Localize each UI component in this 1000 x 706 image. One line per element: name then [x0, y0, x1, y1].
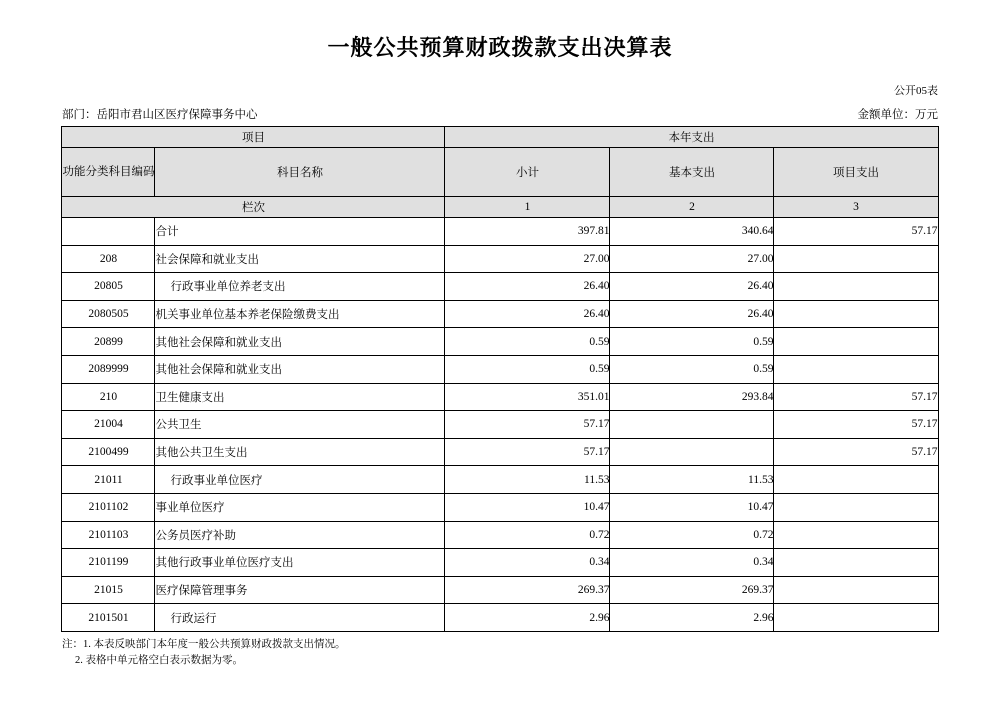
cell-func-code: 21011 — [62, 466, 155, 494]
cell-func-code: 2101199 — [62, 549, 155, 577]
cell-basic: 340.64 — [610, 218, 774, 246]
cell-project: 57.17 — [774, 411, 938, 439]
cell-basic — [610, 438, 774, 466]
cell-func-code: 2100499 — [62, 438, 155, 466]
cell-project: 57.17 — [774, 218, 938, 246]
cell-subject-name: 社会保障和就业支出 — [155, 245, 445, 273]
cell-subtotal: 26.40 — [445, 273, 610, 301]
table-row — [62, 576, 938, 604]
cell-func-code: 2101102 — [62, 493, 155, 521]
cell-subtotal: 0.59 — [445, 328, 610, 356]
cell-project — [774, 245, 938, 273]
table-row — [62, 273, 938, 301]
cell-basic: 293.84 — [610, 383, 774, 411]
cell-subject-name: 医疗保障管理事务 — [155, 576, 445, 604]
cell-basic: 10.47 — [610, 493, 774, 521]
cell-basic: 269.37 — [610, 576, 774, 604]
header-project: 项目支出 — [774, 148, 938, 197]
cell-subject-name: 公共卫生 — [155, 411, 445, 439]
cell-subject-name: 其他社会保障和就业支出 — [155, 355, 445, 383]
cell-subtotal: 397.81 — [445, 218, 610, 246]
cell-subtotal: 27.00 — [445, 245, 610, 273]
cell-project: 57.17 — [774, 383, 938, 411]
cell-subject-name: 机关事业单位基本养老保险缴费支出 — [155, 300, 445, 328]
cell-func-code: 21004 — [62, 411, 155, 439]
table-column-number-row — [62, 197, 938, 218]
row-number-1: 1 — [445, 197, 610, 218]
cell-basic — [610, 411, 774, 439]
cell-subject-name: 公务员医疗补助 — [155, 521, 445, 549]
cell-basic: 0.59 — [610, 328, 774, 356]
table-header-row — [62, 148, 938, 197]
cell-project — [774, 493, 938, 521]
cell-subtotal: 57.17 — [445, 438, 610, 466]
note-line-1: 注：1. 本表反映部门本年度一般公共预算财政拨款支出情况。 — [62, 638, 346, 650]
table-row — [62, 521, 938, 549]
cell-subtotal: 0.34 — [445, 549, 610, 577]
cell-basic: 2.96 — [610, 604, 774, 632]
cell-subject-name: 其他行政事业单位医疗支出 — [155, 549, 445, 577]
cell-basic: 26.40 — [610, 273, 774, 301]
header-subtotal: 小计 — [445, 148, 610, 197]
cell-basic: 26.40 — [610, 300, 774, 328]
cell-func-code: 20899 — [62, 328, 155, 356]
cell-basic: 0.59 — [610, 355, 774, 383]
table-row — [62, 245, 938, 273]
cell-subtotal: 10.47 — [445, 493, 610, 521]
cell-project — [774, 355, 938, 383]
cell-project — [774, 300, 938, 328]
cell-subtotal: 269.37 — [445, 576, 610, 604]
table-header-group-row — [62, 127, 938, 148]
cell-basic: 0.72 — [610, 521, 774, 549]
cell-project — [774, 576, 938, 604]
cell-project — [774, 604, 938, 632]
unit-label: 金额单位：万元 — [857, 109, 938, 121]
cell-func-code: 2101103 — [62, 521, 155, 549]
table-row — [62, 493, 938, 521]
cell-subtotal: 11.53 — [445, 466, 610, 494]
cell-subject-name: 行政事业单位医疗 — [155, 466, 445, 494]
table-row — [62, 300, 938, 328]
table-row — [62, 383, 938, 411]
table-notes — [62, 637, 938, 670]
cell-subject-name: 行政运行 — [155, 604, 445, 632]
cell-subtotal: 2.96 — [445, 604, 610, 632]
table-row — [62, 218, 938, 246]
cell-subtotal: 0.72 — [445, 521, 610, 549]
cell-project — [774, 273, 938, 301]
cell-project — [774, 328, 938, 356]
cell-project — [774, 466, 938, 494]
table-row — [62, 438, 938, 466]
cell-subject-name: 其他社会保障和就业支出 — [155, 328, 445, 356]
cell-project — [774, 521, 938, 549]
table-row — [62, 411, 938, 439]
cell-subject-name: 合计 — [155, 218, 445, 246]
cell-subject-name: 行政事业单位养老支出 — [155, 273, 445, 301]
header-current-year-group: 本年支出 — [445, 127, 938, 148]
cell-subject-name: 事业单位医疗 — [155, 493, 445, 521]
cell-subtotal: 0.59 — [445, 355, 610, 383]
table-row — [62, 355, 938, 383]
table-row — [62, 466, 938, 494]
cell-subject-name: 其他公共卫生支出 — [155, 438, 445, 466]
header-basic: 基本支出 — [610, 148, 774, 197]
row-number-3: 3 — [774, 197, 938, 218]
row-number-label: 栏次 — [62, 197, 445, 218]
cell-project: 57.17 — [774, 438, 938, 466]
cell-basic: 27.00 — [610, 245, 774, 273]
sheet-code: 公开05表 — [894, 85, 938, 97]
cell-func-code — [62, 218, 155, 246]
header-item-group: 项目 — [62, 127, 445, 148]
cell-basic: 0.34 — [610, 549, 774, 577]
table-row — [62, 604, 938, 632]
cell-func-code: 20805 — [62, 273, 155, 301]
cell-subject-name: 卫生健康支出 — [155, 383, 445, 411]
cell-basic: 11.53 — [610, 466, 774, 494]
cell-subtotal: 26.40 — [445, 300, 610, 328]
cell-func-code: 208 — [62, 245, 155, 273]
row-number-2: 2 — [610, 197, 774, 218]
table-row — [62, 549, 938, 577]
cell-func-code: 2089999 — [62, 355, 155, 383]
cell-subtotal: 351.01 — [445, 383, 610, 411]
table-body — [62, 218, 938, 632]
cell-func-code: 21015 — [62, 576, 155, 604]
department-label: 部门：岳阳市君山区医疗保障事务中心 — [62, 109, 258, 121]
budget-expenditure-table — [61, 126, 938, 632]
note-line-2: 2. 表格中单元格空白表示数据为零。 — [75, 655, 243, 667]
table-row — [62, 328, 938, 356]
cell-func-code: 2101501 — [62, 604, 155, 632]
header-func-code: 功能分类科目编码 — [62, 148, 155, 197]
meta-row — [0, 98, 1000, 126]
cell-subtotal: 57.17 — [445, 411, 610, 439]
cell-func-code: 2080505 — [62, 300, 155, 328]
cell-project — [774, 549, 938, 577]
header-subject-name: 科目名称 — [155, 148, 445, 197]
cell-func-code: 210 — [62, 383, 155, 411]
page-title: 一般公共预算财政拨款支出决算表 — [327, 35, 673, 60]
